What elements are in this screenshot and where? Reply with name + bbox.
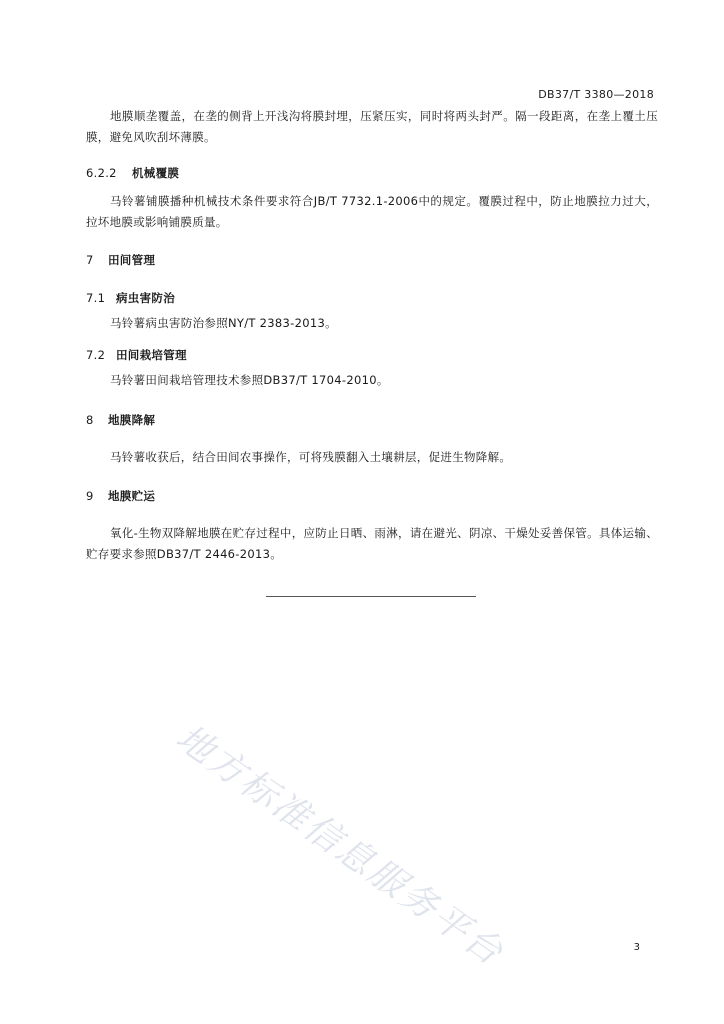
heading-title: 田间管理 bbox=[108, 253, 156, 267]
paragraph-field-cultivation: 马铃薯田间栽培管理技术参照DB37/T 1704-2010。 bbox=[110, 373, 389, 387]
heading-7-2 bbox=[86, 347, 187, 363]
heading-title: 田间栽培管理 bbox=[116, 348, 187, 362]
heading-title: 地膜降解 bbox=[108, 413, 156, 427]
page-number: 3 bbox=[633, 942, 640, 953]
heading-number: 7.1 bbox=[86, 291, 106, 305]
standard-code: DB37/T 3380—2018 bbox=[538, 88, 654, 101]
heading-6-2-2 bbox=[86, 165, 179, 181]
heading-number: 7.2 bbox=[86, 348, 106, 362]
paragraph-machine-mulching: 马铃薯铺膜播种机械技术条件要求符合JB/T 7732.1-2006中的规定。覆膜过程中，防止地膜拉力过大，拉坏地膜或影响铺膜质量。 bbox=[86, 194, 658, 229]
heading-8 bbox=[86, 412, 155, 428]
paragraph-mulch-cover: 地膜顺垄覆盖，在垄的侧背上开浅沟将膜封埋，压紧压实，同时将两头封严。隔一段距离，在垄上覆土压膜，避免风吹刮坏薄膜。 bbox=[86, 109, 658, 144]
paragraph-pest-control: 马铃薯病虫害防治参照NY/T 2383-2013。 bbox=[110, 316, 337, 330]
heading-7 bbox=[86, 252, 155, 268]
heading-title: 机械覆膜 bbox=[132, 166, 180, 180]
heading-number: 7 bbox=[86, 253, 94, 267]
watermark: 地方标准信息服务平台 bbox=[168, 717, 512, 975]
paragraph-degradation: 马铃薯收获后，结合田间农事操作，可将残膜翻入土壤耕层，促进生物降解。 bbox=[110, 450, 512, 464]
paragraph-storage-transport: 氧化-生物双降解地膜在贮存过程中，应防止日晒、雨淋，请在避光、阴凉、干燥处妥善保管。具体运输、贮存要求参照DB37/T 2446-2013。 bbox=[86, 526, 658, 561]
heading-title: 病虫害防治 bbox=[116, 291, 175, 305]
heading-number: 6.2.2 bbox=[86, 166, 117, 180]
heading-title: 地膜贮运 bbox=[108, 489, 156, 503]
heading-7-1 bbox=[86, 290, 175, 306]
heading-number: 8 bbox=[86, 413, 94, 427]
heading-number: 9 bbox=[86, 489, 94, 503]
heading-9 bbox=[86, 488, 155, 504]
end-rule bbox=[266, 596, 476, 597]
